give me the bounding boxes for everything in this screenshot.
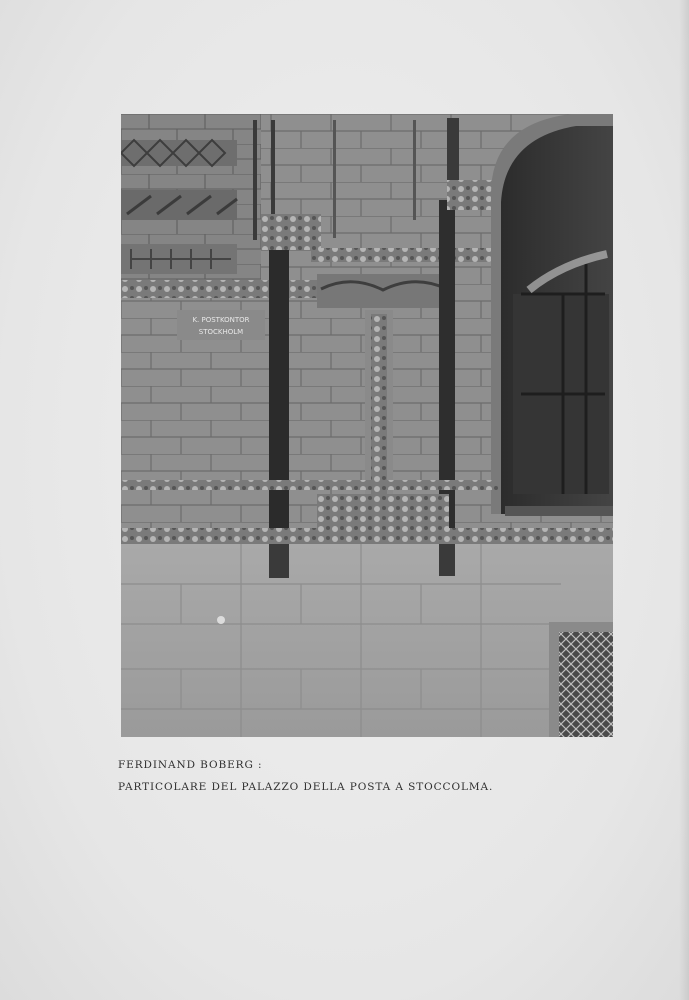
caption-title: PARTICOLARE DEL PALAZZO DELLA POSTA A STOCCOLMA. [118, 781, 494, 793]
photograph-plate [121, 114, 613, 737]
plate-caption [118, 754, 598, 798]
page-edge-shadow [679, 0, 689, 1000]
caption-author: FERDINAND BOBERG : [118, 759, 263, 771]
plaque-line-1: K. POSTKONTOR [192, 316, 250, 324]
facade-photograph [121, 114, 613, 737]
plaque-line-2: STOCKHOLM [198, 328, 244, 336]
